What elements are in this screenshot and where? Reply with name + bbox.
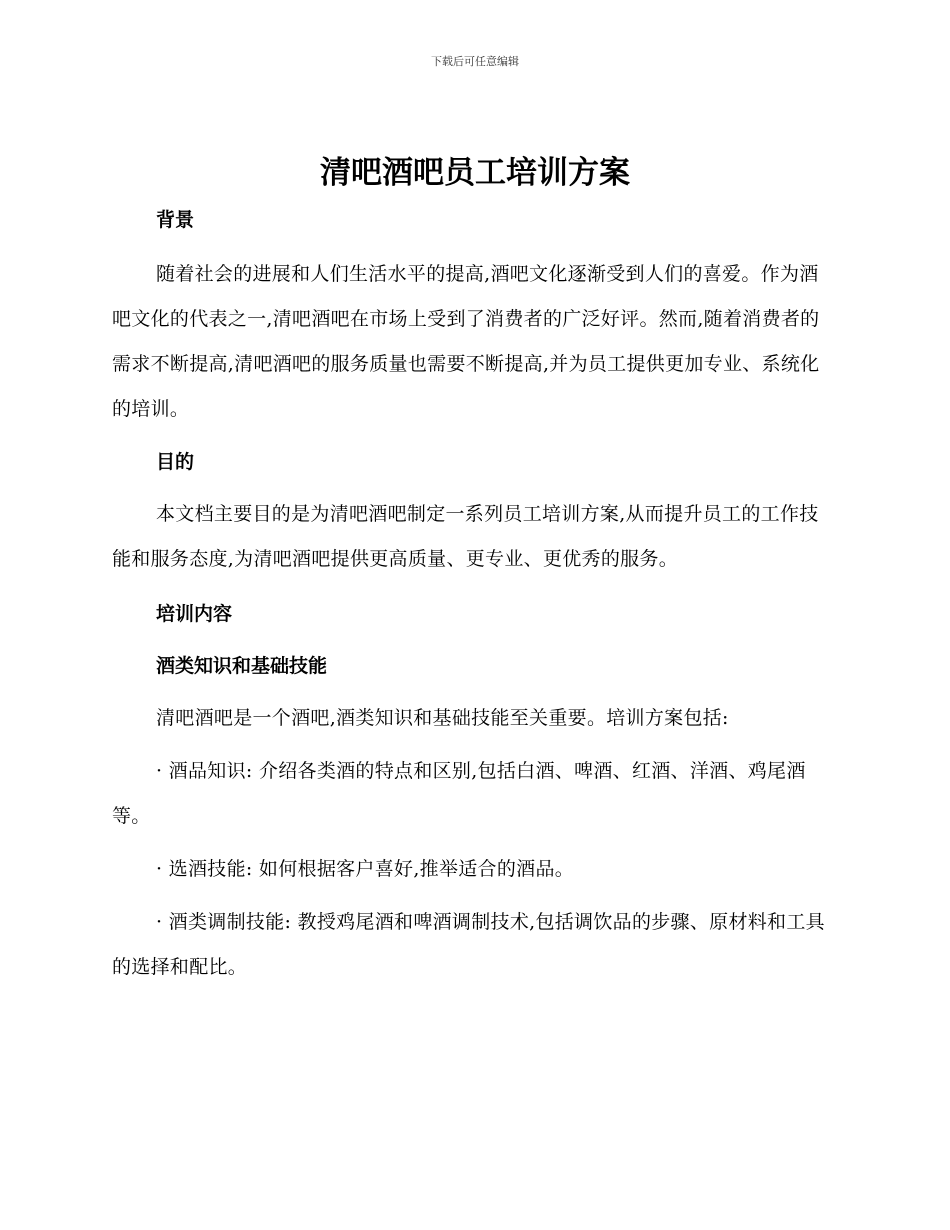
purpose-paragraph: 本文档主要目的是为清吧酒吧制定一系列员工培训方案,从而提升员工的工作技能和服务态度,为清吧酒吧提供更高质量、更专业、更优秀的服务。 — [112, 503, 819, 570]
document-body — [112, 198, 837, 990]
section-heading-purpose: 目的 — [156, 451, 195, 473]
page-header-note: 下载后可任意编辑 — [431, 55, 519, 68]
document-title: 清吧酒吧员工培训方案 — [320, 155, 630, 191]
background-paragraph: 随着社会的进展和人们生活水平的提高,酒吧文化逐渐受到人们的喜爱。作为酒吧文化的代表之一,清吧酒吧在市场上受到了消费者的广泛好评。然而,随着消费者的需求不断提高,清吧酒吧的服务质量也需要不断提高,并为员工提供更加专业、系统化的培训。 — [112, 263, 820, 420]
section-heading-training: 培训内容 — [156, 603, 233, 625]
training-intro-paragraph: 清吧酒吧是一个酒吧,酒类知识和基础技能至关重要。培训方案包括: — [156, 707, 729, 729]
bullet-item-wine-knowledge: · 酒品知识: 介绍各类酒的特点和区别,包括白酒、啤酒、红酒、洋酒、鸡尾酒等。 — [112, 760, 806, 827]
subsection-heading-wine-knowledge: 酒类知识和基础技能 — [156, 655, 328, 677]
bullet-item-mixing-skills: · 酒类调制技能: 教授鸡尾酒和啤酒调制技术,包括调饮品的步骤、原材料和工具的选择和配比。 — [112, 911, 825, 978]
bullet-item-wine-selection: · 选酒技能: 如何根据客户喜好,推举适合的酒品。 — [156, 858, 575, 880]
section-heading-background: 背景 — [156, 209, 195, 231]
